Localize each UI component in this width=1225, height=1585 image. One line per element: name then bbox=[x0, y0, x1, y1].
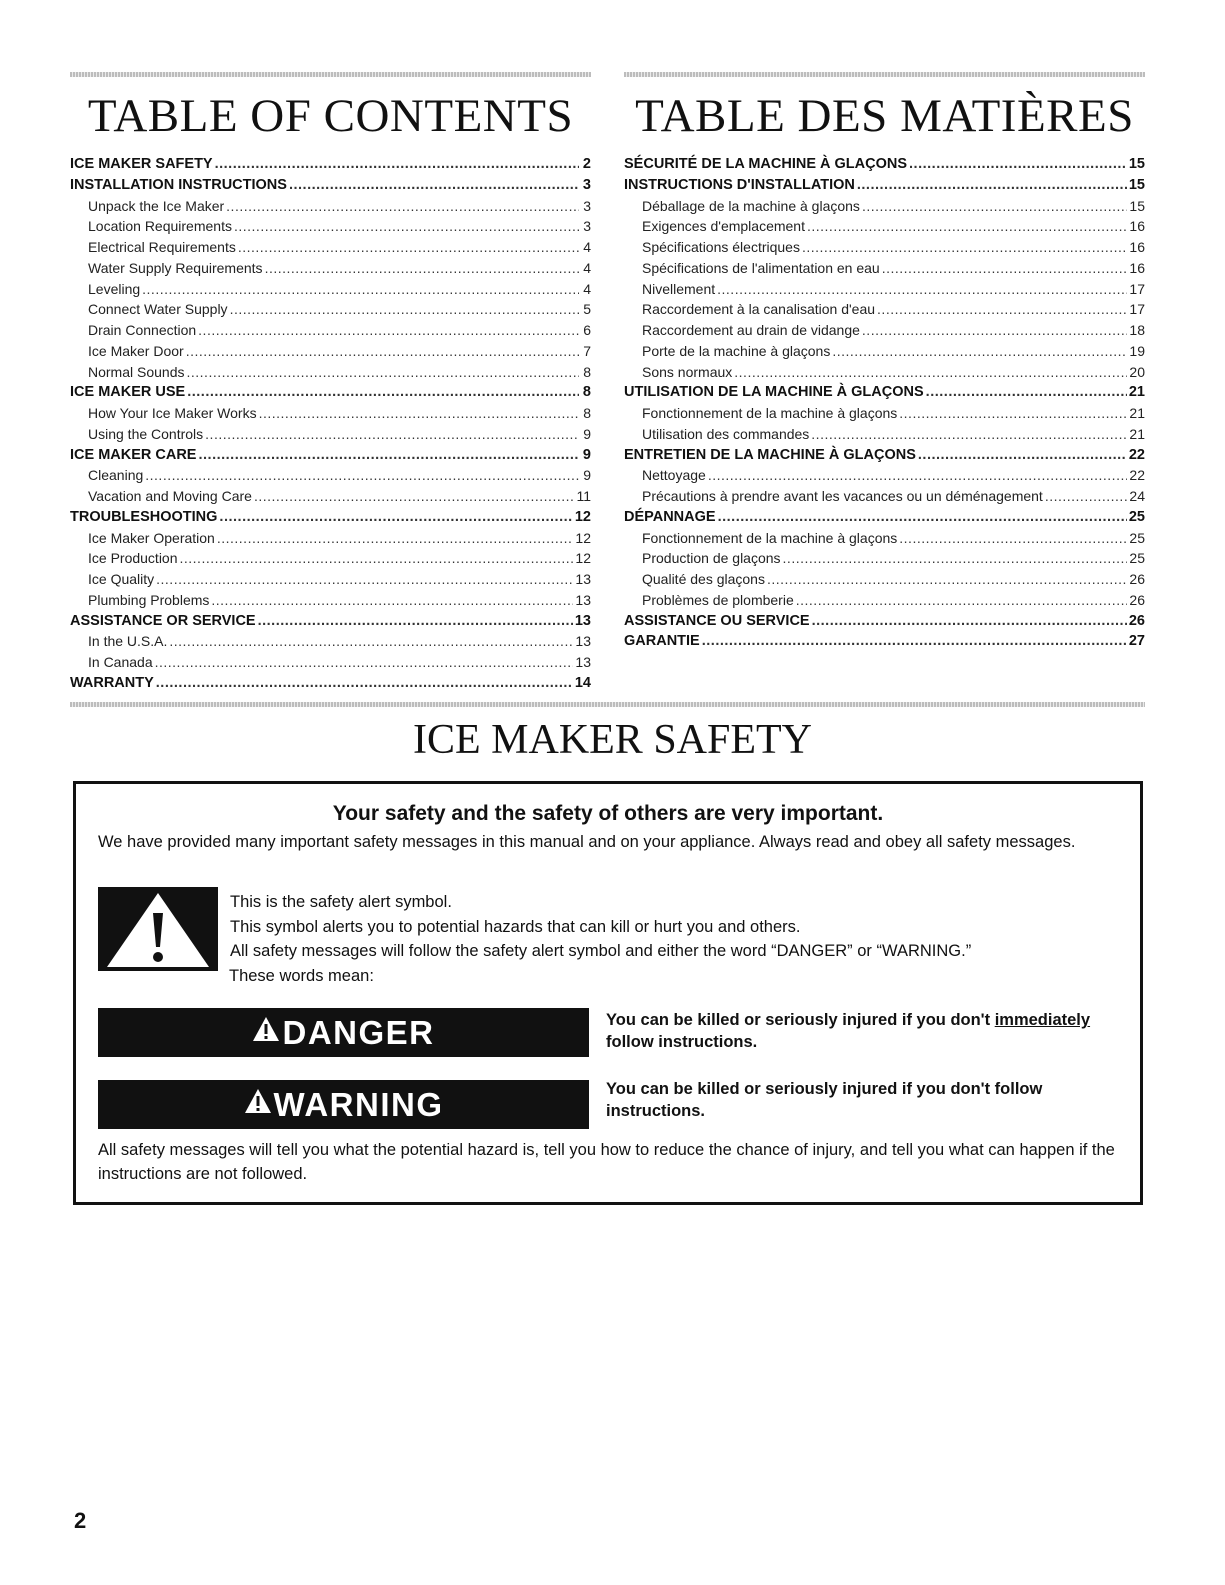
toc-page-number: 9 bbox=[582, 446, 591, 463]
toc-heading-entry bbox=[624, 631, 1145, 652]
toc-page-number: 12 bbox=[575, 550, 591, 567]
toc-dot-leader bbox=[219, 507, 572, 528]
toc-subentry bbox=[70, 196, 591, 217]
toc-entry-title: Electrical Requirements bbox=[88, 239, 236, 255]
toc-dot-leader bbox=[156, 569, 573, 590]
toc-dot-leader bbox=[717, 279, 1127, 300]
toc-subentry bbox=[70, 341, 591, 362]
danger-label: DANGER bbox=[282, 1013, 435, 1051]
danger-message-emphasis: immediately bbox=[994, 1011, 1091, 1029]
toc-dot-leader bbox=[156, 673, 573, 694]
toc-page-number: 26 bbox=[1128, 612, 1145, 629]
toc-entry-title: Location Requirements bbox=[88, 218, 232, 235]
toc-heading-entry bbox=[624, 382, 1145, 403]
toc-dot-leader bbox=[702, 631, 1127, 652]
toc-subentry bbox=[624, 258, 1145, 279]
toc-entry-title: Ice Maker Operation bbox=[88, 529, 215, 546]
toc-french-title: TABLE DES MATIÈRES bbox=[635, 90, 1134, 142]
toc-dot-leader bbox=[918, 445, 1127, 466]
toc-dot-leader bbox=[812, 611, 1127, 632]
toc-page-number: 4 bbox=[583, 280, 591, 297]
toc-page-number: 21 bbox=[1129, 425, 1145, 442]
toc-heading-entry bbox=[70, 611, 591, 632]
safety-alert-triangle-icon bbox=[98, 887, 218, 971]
toc-page-number: 22 bbox=[1128, 446, 1145, 463]
toc-dot-leader bbox=[899, 403, 1127, 424]
warning-message: You can be killed or seriously injured if you don't follow instructions. bbox=[606, 1080, 1043, 1120]
toc-entry-title: Drain Connection bbox=[88, 322, 197, 338]
toc-dot-leader bbox=[211, 590, 573, 611]
toc-dot-leader bbox=[811, 424, 1127, 445]
toc-entry-title: ENTRETIEN DE LA MACHINE À GLAÇONS bbox=[624, 446, 916, 463]
toc-entry-title: Connect Water Supply bbox=[88, 301, 228, 318]
toc-subentry bbox=[70, 362, 591, 383]
toc-english bbox=[70, 84, 591, 694]
toc-dot-leader bbox=[708, 465, 1128, 486]
toc-subentry bbox=[70, 320, 591, 341]
toc-page-number: 5 bbox=[583, 301, 591, 318]
page-number: 2 bbox=[74, 1508, 87, 1533]
toc-subentry bbox=[70, 631, 591, 652]
toc-page-number: 26 bbox=[1129, 591, 1145, 608]
toc-entry-title: DÉPANNAGE bbox=[624, 508, 716, 525]
toc-dot-leader bbox=[187, 382, 579, 403]
toc-dot-leader bbox=[205, 424, 579, 445]
toc-subentry bbox=[624, 299, 1145, 320]
toc-page-number: 3 bbox=[583, 197, 591, 214]
toc-heading-entry bbox=[70, 507, 591, 528]
toc-page-number: 14 bbox=[574, 674, 591, 691]
toc-entry-title: Cleaning bbox=[88, 467, 144, 484]
toc-dot-leader bbox=[807, 216, 1127, 237]
toc-dot-leader bbox=[802, 237, 1127, 258]
toc-page-number: 3 bbox=[582, 176, 591, 193]
alert-line: This symbol alerts you to potential hazards that can kill or hurt you and others. bbox=[230, 917, 801, 936]
toc-page-number: 17 bbox=[1129, 301, 1145, 318]
alert-line: All safety messages will follow the safety alert symbol and either the word “DANGER” or “WARNING.” bbox=[230, 942, 972, 960]
toc-subentry bbox=[70, 424, 591, 445]
toc-subentry bbox=[70, 258, 591, 279]
toc-page-number: 13 bbox=[575, 571, 591, 587]
toc-entry-title: How Your Ice Maker Works bbox=[88, 405, 257, 421]
toc-entry-title: SÉCURITÉ DE LA MACHINE À GLAÇONS bbox=[624, 156, 908, 172]
toc-entry-title: Utilisation des commandes bbox=[642, 425, 810, 442]
toc-entry-title: Déballage de la machine à glaçons bbox=[642, 197, 860, 214]
toc-page-number: 15 bbox=[1129, 197, 1145, 214]
toc-page-number: 12 bbox=[574, 508, 591, 525]
toc-entry-title: Unpack the Ice Maker bbox=[88, 197, 225, 214]
toc-entry-title: Spécifications électriques bbox=[642, 239, 800, 255]
toc-dot-leader bbox=[230, 299, 579, 320]
toc-subentry bbox=[70, 465, 591, 486]
toc-dot-leader bbox=[265, 258, 579, 279]
toc-entry-title: Production de glaçons bbox=[642, 550, 781, 567]
toc-subentry bbox=[70, 237, 591, 258]
toc-entry-title: Plumbing Problems bbox=[88, 591, 210, 608]
toc-page-number: 20 bbox=[1129, 363, 1145, 380]
toc-english-title: TABLE OF CONTENTS bbox=[87, 90, 574, 142]
toc-heading-entry bbox=[70, 382, 591, 403]
toc-subentry bbox=[624, 590, 1145, 611]
toc-entry-title: Using the Controls bbox=[88, 425, 204, 442]
danger-banner bbox=[98, 1008, 589, 1057]
toc-entry-title: Exigences d'emplacement bbox=[642, 218, 805, 235]
toc-dot-leader bbox=[234, 216, 579, 237]
toc-page-number: 13 bbox=[575, 654, 591, 670]
toc-dot-leader bbox=[198, 445, 579, 466]
toc-entry-title: Ice Quality bbox=[88, 571, 155, 587]
alert-line: These words mean: bbox=[229, 966, 374, 985]
safety-notice-box bbox=[73, 781, 1143, 1205]
mid-rule bbox=[70, 702, 1145, 707]
toc-page-number: 27 bbox=[1128, 633, 1145, 650]
toc-page-number: 21 bbox=[1128, 384, 1145, 401]
toc-page-number: 25 bbox=[1129, 529, 1145, 546]
top-rule-right bbox=[624, 72, 1145, 77]
toc-dot-leader bbox=[258, 611, 573, 632]
toc-subentry bbox=[624, 279, 1145, 300]
toc-entry-title: Raccordement à la canalisation d'eau bbox=[642, 301, 876, 318]
toc-heading-entry bbox=[624, 175, 1145, 196]
toc-heading-entry bbox=[624, 507, 1145, 528]
toc-page-number: 17 bbox=[1129, 280, 1145, 297]
warning-banner bbox=[98, 1080, 589, 1129]
safety-section-title: ICE MAKER SAFETY bbox=[412, 717, 813, 763]
toc-entry-title: ASSISTANCE OR SERVICE bbox=[70, 612, 256, 629]
toc-page-number: 15 bbox=[1128, 176, 1145, 193]
top-rule-left bbox=[70, 72, 591, 77]
toc-entry-title: Sons normaux bbox=[642, 363, 733, 380]
toc-entry-title: INSTALLATION INSTRUCTIONS bbox=[70, 176, 287, 193]
toc-page-number: 4 bbox=[583, 239, 591, 255]
toc-french bbox=[624, 84, 1145, 652]
toc-entry-title: Water Supply Requirements bbox=[88, 259, 263, 276]
toc-subentry bbox=[624, 424, 1145, 445]
toc-dot-leader bbox=[882, 258, 1128, 279]
safety-intro: We have provided many important safety messages in this manual and on your appliance. Always read and obey all safety messages. bbox=[98, 833, 1076, 851]
toc-page-number: 8 bbox=[583, 405, 591, 421]
toc-dot-leader bbox=[254, 486, 575, 507]
toc-subentry bbox=[624, 548, 1145, 569]
toc-french-list bbox=[624, 154, 1145, 652]
toc-heading-entry bbox=[624, 611, 1145, 632]
warning-triangle-icon bbox=[252, 1016, 280, 1049]
toc-page-number: 25 bbox=[1129, 550, 1145, 567]
toc-subentry bbox=[624, 216, 1145, 237]
toc-subentry bbox=[70, 590, 591, 611]
toc-subentry bbox=[624, 196, 1145, 217]
toc-subentry bbox=[70, 216, 591, 237]
toc-entry-title: Vacation and Moving Care bbox=[88, 488, 252, 504]
toc-entry-title: UTILISATION DE LA MACHINE À GLAÇONS bbox=[624, 384, 924, 401]
toc-entry-title: WARRANTY bbox=[70, 674, 154, 691]
toc-page-number: 6 bbox=[583, 322, 591, 338]
toc-page-number: 13 bbox=[575, 591, 591, 608]
toc-dot-leader bbox=[1045, 486, 1128, 507]
toc-heading-entry bbox=[70, 445, 591, 466]
toc-subentry bbox=[70, 569, 591, 590]
toc-entry-title: Normal Sounds bbox=[88, 363, 185, 380]
toc-dot-leader bbox=[767, 569, 1127, 590]
toc-dot-leader bbox=[909, 154, 1127, 175]
toc-page-number: 7 bbox=[583, 342, 591, 359]
toc-dot-leader bbox=[198, 320, 579, 341]
toc-dot-leader bbox=[877, 299, 1127, 320]
toc-page-number: 18 bbox=[1129, 322, 1145, 338]
toc-dot-leader bbox=[832, 341, 1127, 362]
toc-dot-leader bbox=[186, 341, 579, 362]
toc-subentry bbox=[70, 528, 591, 549]
toc-entry-title: Précautions à prendre avant les vacances ou un déménagement bbox=[642, 488, 1043, 504]
toc-page-number: 24 bbox=[1129, 488, 1145, 504]
toc-entry-title: Fonctionnement de la machine à glaçons bbox=[642, 529, 898, 546]
toc-page-number: 13 bbox=[575, 633, 591, 650]
toc-dot-leader bbox=[180, 548, 574, 569]
toc-subentry bbox=[70, 299, 591, 320]
danger-message-text: You can be killed or seriously injured if you don't bbox=[606, 1011, 995, 1029]
toc-page-number: 16 bbox=[1129, 218, 1145, 235]
toc-entry-title: ASSISTANCE OU SERVICE bbox=[624, 612, 810, 629]
toc-subentry bbox=[70, 486, 591, 507]
toc-page-number: 8 bbox=[583, 363, 591, 380]
toc-subentry bbox=[624, 486, 1145, 507]
toc-subentry bbox=[624, 320, 1145, 341]
toc-page-number: 4 bbox=[583, 259, 591, 276]
toc-dot-leader bbox=[215, 154, 579, 175]
toc-page-number: 26 bbox=[1129, 571, 1145, 587]
toc-dot-leader bbox=[226, 196, 579, 217]
toc-entry-title: Raccordement au drain de vidange bbox=[642, 322, 860, 338]
toc-entry-title: ICE MAKER USE bbox=[70, 384, 186, 401]
toc-entry-title: Nettoyage bbox=[642, 467, 706, 484]
toc-dot-leader bbox=[169, 631, 573, 652]
toc-entry-title: Nivellement bbox=[642, 280, 716, 297]
toc-entry-title: Spécifications de l'alimentation en eau bbox=[642, 259, 880, 276]
toc-dot-leader bbox=[289, 175, 579, 196]
toc-dot-leader bbox=[142, 279, 579, 300]
toc-entry-title: Leveling bbox=[88, 280, 141, 297]
toc-english-list bbox=[70, 154, 591, 694]
toc-dot-leader bbox=[857, 175, 1127, 196]
toc-dot-leader bbox=[259, 403, 579, 424]
toc-page-number: 19 bbox=[1129, 342, 1145, 359]
toc-page-number: 3 bbox=[583, 218, 591, 235]
toc-page-number: 15 bbox=[1128, 156, 1145, 172]
toc-subentry bbox=[624, 465, 1145, 486]
toc-heading-entry bbox=[70, 154, 591, 175]
toc-page-number: 16 bbox=[1129, 259, 1145, 276]
toc-dot-leader bbox=[783, 548, 1128, 569]
toc-dot-leader bbox=[155, 652, 574, 673]
toc-entry-title: Porte de la machine à glaçons bbox=[642, 342, 831, 359]
toc-heading-entry bbox=[70, 175, 591, 196]
alert-symbol-explanation bbox=[230, 890, 971, 988]
toc-heading-entry bbox=[70, 673, 591, 694]
toc-page-number: 16 bbox=[1129, 239, 1145, 255]
danger-message-text-end: follow instructions. bbox=[606, 1033, 758, 1051]
toc-subentry bbox=[70, 403, 591, 424]
warning-label: WARNING bbox=[273, 1085, 444, 1123]
toc-entry-title: Ice Maker Door bbox=[88, 342, 184, 359]
toc-entry-title: ICE MAKER SAFETY bbox=[70, 156, 213, 172]
toc-page-number: 9 bbox=[583, 425, 591, 442]
toc-dot-leader bbox=[862, 196, 1127, 217]
warning-triangle-icon bbox=[244, 1088, 272, 1121]
toc-page-number: 9 bbox=[583, 467, 591, 484]
toc-entry-title: Fonctionnement de la machine à glaçons bbox=[642, 405, 898, 421]
toc-entry-title: Qualité des glaçons bbox=[642, 571, 765, 587]
safety-lead: Your safety and the safety of others are very important. bbox=[332, 802, 884, 825]
toc-entry-title: TROUBLESHOOTING bbox=[70, 508, 218, 525]
toc-page-number: 11 bbox=[576, 488, 591, 504]
toc-entry-title: ICE MAKER CARE bbox=[70, 446, 197, 463]
toc-heading-entry bbox=[624, 154, 1145, 175]
toc-dot-leader bbox=[238, 237, 579, 258]
toc-subentry bbox=[624, 569, 1145, 590]
safety-outro: All safety messages will tell you what the potential hazard is, tell you how to reduce the chance of injury, and tell you what can happen if the instructions are not followed. bbox=[98, 1141, 1115, 1183]
toc-entry-title: In the U.S.A. bbox=[88, 633, 168, 650]
toc-dot-leader bbox=[862, 320, 1128, 341]
toc-entry-title: GARANTIE bbox=[624, 633, 700, 650]
toc-subentry bbox=[624, 237, 1145, 258]
toc-entry-title: Ice Production bbox=[88, 550, 178, 567]
toc-dot-leader bbox=[187, 362, 580, 383]
toc-page-number: 8 bbox=[582, 384, 591, 401]
toc-entry-title: INSTRUCTIONS D'INSTALLATION bbox=[624, 176, 855, 193]
toc-dot-leader bbox=[734, 362, 1127, 383]
toc-subentry bbox=[624, 362, 1145, 383]
danger-message bbox=[606, 1009, 1136, 1053]
toc-dot-leader bbox=[718, 507, 1127, 528]
toc-dot-leader bbox=[926, 382, 1127, 403]
toc-subentry bbox=[70, 548, 591, 569]
toc-subentry bbox=[70, 652, 591, 673]
toc-subentry bbox=[624, 341, 1145, 362]
toc-page-number: 12 bbox=[575, 529, 591, 546]
toc-page-number: 13 bbox=[574, 612, 591, 629]
toc-dot-leader bbox=[899, 528, 1127, 549]
toc-subentry bbox=[624, 528, 1145, 549]
alert-line: This is the safety alert symbol. bbox=[230, 893, 452, 911]
toc-entry-title: Problèmes de plomberie bbox=[642, 591, 794, 608]
toc-page-number: 22 bbox=[1129, 467, 1145, 484]
toc-subentry bbox=[624, 403, 1145, 424]
toc-dot-leader bbox=[796, 590, 1128, 611]
toc-page-number: 2 bbox=[582, 156, 591, 172]
toc-page-number: 21 bbox=[1129, 405, 1145, 421]
toc-page-number: 25 bbox=[1128, 508, 1145, 525]
toc-dot-leader bbox=[217, 528, 574, 549]
toc-heading-entry bbox=[624, 445, 1145, 466]
toc-dot-leader bbox=[145, 465, 579, 486]
toc-subentry bbox=[70, 279, 591, 300]
toc-entry-title: In Canada bbox=[88, 654, 153, 670]
